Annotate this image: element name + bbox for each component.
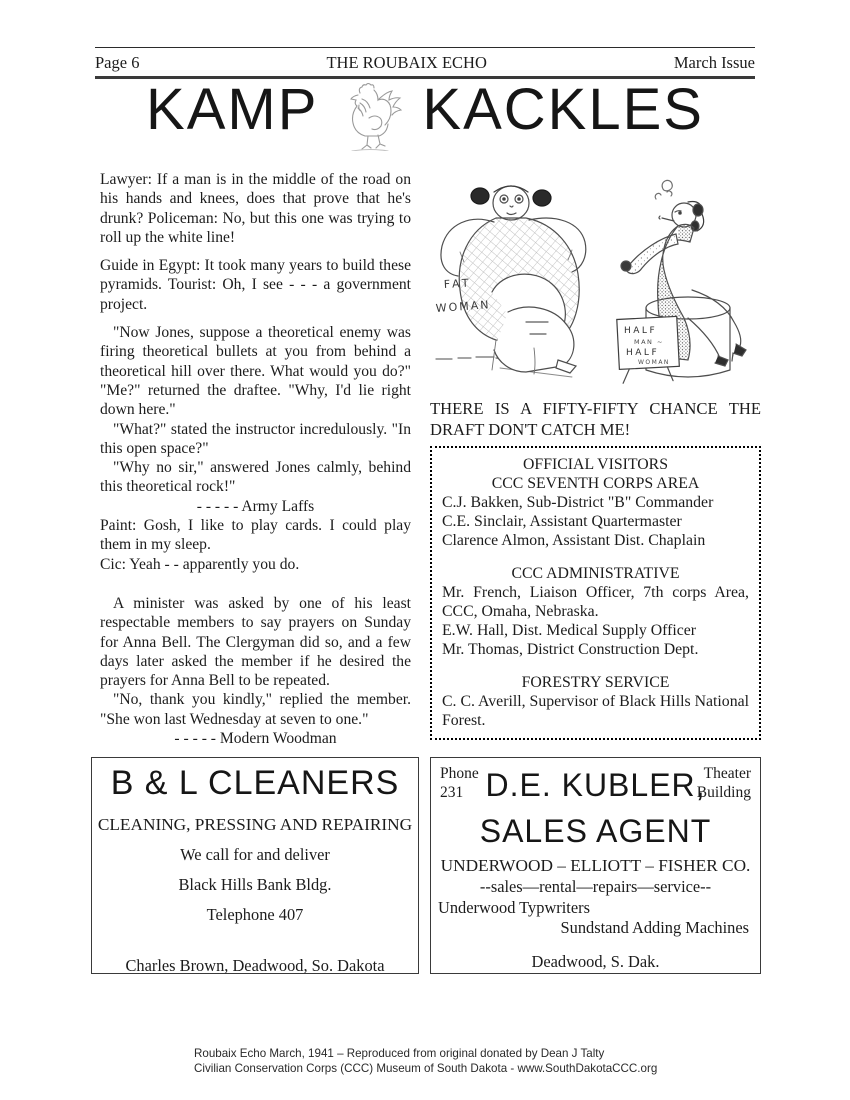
fat-woman-label-1: FAT — [443, 276, 472, 291]
rooster-icon — [338, 83, 402, 151]
ad-phone-corner — [440, 764, 479, 802]
visitor-line: Clarence Almon, Assistant Dist. Chaplain — [442, 532, 706, 549]
joke-paragraph: Cic: Yeah - - apparently you do. — [100, 555, 300, 573]
ad-city-line: Deadwood, S. Dak. — [531, 952, 660, 971]
cartoon-caption — [430, 398, 761, 440]
phone-label: Phone — [440, 765, 479, 782]
joke-paragraph: A minister was asked by one of his least respectable members to say prayers on Sunday for Anna Bell. The Clergyman did so, and a few days later asked the member if he desired the prayers for Anna Bell to be repeated. — [100, 594, 411, 690]
fat-woman-label-2: WOMAN — [435, 298, 491, 315]
masthead-word-1: KAMP — [146, 77, 319, 142]
ad-product-line: Sundstand Adding Machines — [560, 918, 749, 937]
ad-owner-line: Charles Brown, Deadwood, So. Dakota — [125, 956, 385, 975]
credit-line-1: Roubaix Echo March, 1941 – Reproduced from original donated by Dean J Talty — [194, 1047, 605, 1060]
ad-line: Black Hills Bank Bldg. — [178, 875, 332, 894]
visitor-line: E.W. Hall, Dist. Medical Supply Officer — [442, 622, 697, 639]
ad-company-line: UNDERWOOD – ELLIOTT – FISHER CO. — [440, 856, 751, 875]
visitor-line: C.J. Bakken, Sub-District "B" Commander — [442, 494, 714, 511]
jokes-column — [100, 170, 411, 748]
cartoon-column — [430, 172, 761, 740]
section-heading: OFFICIAL VISITORS — [523, 456, 668, 473]
issue-label: March Issue — [673, 53, 755, 72]
location-line: Building — [696, 784, 751, 801]
ad-agent-name: D.E. KUBLER, — [485, 767, 706, 803]
sign-text-line1: HALF — [624, 326, 658, 336]
paper-title: THE ROUBAIX ECHO — [326, 53, 487, 72]
sign-text-line4: WOMAN — [638, 359, 670, 366]
joke-paragraph: "Now Jones, suppose a theoretical enemy was firing theoretical bullets at you from behind a theoretical hill over there. What would you do?" "Me?" returned the draftee. "Why, I'd lie right down here." — [100, 324, 411, 419]
visitor-line: Mr. Thomas, District Construction Dept. — [442, 641, 699, 658]
header-top-rule — [95, 47, 755, 48]
reproduction-credit — [194, 1046, 657, 1076]
visitor-line: Mr. French, Liaison Officer, 7th corps Area, CCC, Omaha, Nebraska. — [442, 584, 749, 620]
page-number: Page 6 — [95, 53, 140, 72]
masthead-word-2: KACKLES — [422, 77, 704, 142]
ad-kubler-sales — [430, 757, 761, 974]
section-heading: FORESTRY SERVICE — [521, 674, 670, 691]
joke-paragraph: "No, thank you kindly," replied the member. "She won last Wednesday at seven to one." — [100, 691, 411, 728]
visitors-section-forestry — [442, 673, 749, 730]
section-heading: CCC ADMINISTRATIVE — [511, 565, 680, 582]
visitor-line: C. C. Averill, Supervisor of Black Hills National Forest. — [442, 693, 749, 729]
masthead — [95, 79, 755, 151]
location-line: Theater — [703, 765, 751, 782]
ad-line: We call for and deliver — [180, 845, 330, 864]
joke-paragraph: Paint: Gosh, I like to play cards. I could play them in my sleep. — [100, 517, 411, 554]
visitors-section-official — [442, 455, 749, 550]
phone-number: 231 — [440, 784, 464, 801]
ad-services-line: --sales—rental—repairs—service-- — [479, 877, 712, 896]
joke-paragraph: Lawyer: If a man is in the middle of the road on his hands and knees, does that prove that he's drunk? Policeman: No, but this one was trying to roll up the white line! — [100, 171, 411, 246]
ad-business-name: B & L CLEANERS — [110, 764, 400, 802]
visitor-line: C.E. Sinclair, Assistant Quartermaster — [442, 513, 682, 530]
page-header — [95, 51, 755, 75]
ad-location-corner — [697, 764, 751, 802]
attribution-line: - - - - - Modern Woodman — [174, 730, 337, 748]
cartoon-drawing — [430, 172, 761, 386]
ad-agent-title: SALES AGENT — [479, 813, 712, 849]
credit-line-2: Civilian Conservation Corps (CCC) Museum of South Dakota - www.SouthDakotaCCC.org — [194, 1062, 658, 1075]
ad-line: Telephone 407 — [206, 905, 304, 924]
sign-text-line2: MAN ~ — [634, 338, 664, 346]
joke-paragraph: Guide in Egypt: It took many years to build these pyramids. Tourist: Oh, I see - - - a government project. — [100, 257, 411, 313]
attribution-line: - - - - - Army Laffs — [196, 497, 315, 515]
caption-line-2: DRAFT DON'T CATCH ME! — [430, 420, 631, 439]
joke-paragraph: "Why no sir," answered Jones calmly, behind this theoretical rock!" — [100, 459, 411, 496]
ad-product-line: Underwood Typwriters — [438, 898, 590, 917]
section-subheading: CCC SEVENTH CORPS AREA — [491, 475, 700, 492]
caption-line-1: THERE IS A FIFTY-FIFTY CHANCE THE — [430, 399, 761, 418]
sign-text-line3: HALF — [626, 348, 660, 358]
visitors-section-administrative — [442, 564, 749, 659]
ad-bl-cleaners — [91, 757, 419, 974]
official-visitors-box — [430, 446, 761, 740]
ad-tagline: CLEANING, PRESSING AND REPAIRING — [97, 815, 413, 834]
joke-paragraph: "What?" stated the instructor incredulously. "In this open space?" — [100, 420, 411, 457]
